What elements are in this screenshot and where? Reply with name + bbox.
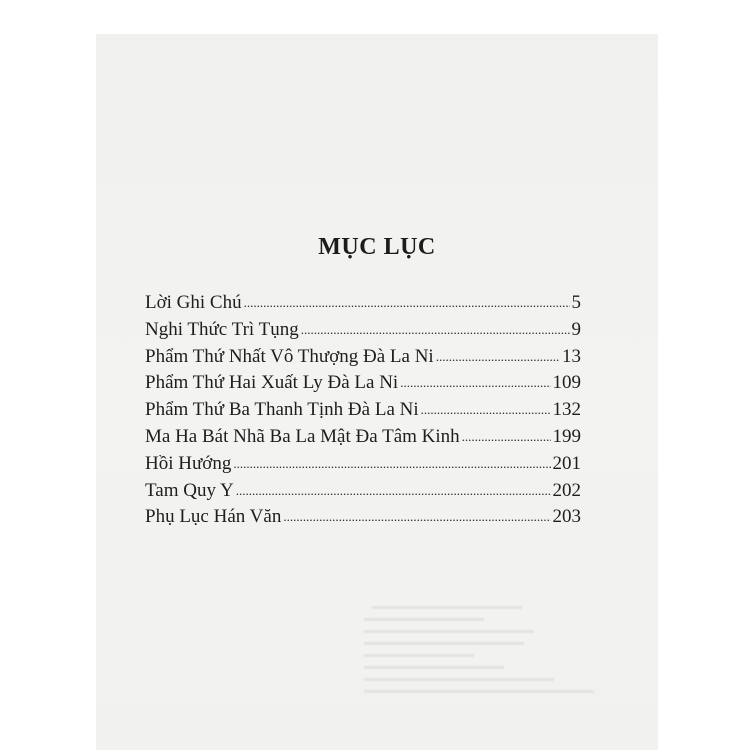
toc-entry-page: 199 bbox=[552, 425, 581, 447]
toc-entry-page: 9 bbox=[571, 318, 581, 340]
toc-entry-label: Lời Ghi Chú bbox=[145, 292, 242, 313]
toc-entry bbox=[145, 423, 581, 450]
toc-entry-page: 202 bbox=[552, 479, 581, 501]
toc-entry-label: Phẩm Thứ Nhất Vô Thượng Đà La Ni bbox=[145, 345, 434, 367]
toc-entry bbox=[145, 477, 581, 504]
toc-entry bbox=[145, 503, 581, 530]
toc-entry-page: 201 bbox=[552, 452, 581, 474]
dot-leader bbox=[283, 503, 550, 522]
toc-entry bbox=[145, 343, 581, 370]
dot-leader bbox=[421, 396, 551, 415]
toc-entry-page: 13 bbox=[562, 345, 581, 367]
toc-entry-page: 5 bbox=[571, 292, 581, 313]
show-through-texture bbox=[364, 601, 624, 702]
toc-entry-label: Nghi Thức Trì Tụng bbox=[145, 318, 299, 340]
toc-entry-label: Ma Ha Bát Nhã Ba La Mật Đa Tâm Kinh bbox=[145, 425, 460, 447]
table-of-contents bbox=[145, 289, 581, 530]
toc-entry-page: 109 bbox=[552, 372, 581, 394]
toc-entry bbox=[145, 316, 581, 343]
dot-leader bbox=[436, 343, 560, 362]
toc-title: MỤC LỤC bbox=[318, 234, 436, 260]
toc-entry bbox=[145, 396, 581, 423]
toc-entry-page: 132 bbox=[552, 399, 581, 421]
dot-leader bbox=[233, 450, 550, 469]
toc-entry-label: Phụ Lục Hán Văn bbox=[145, 506, 282, 528]
dot-leader bbox=[244, 289, 570, 308]
dot-leader bbox=[301, 316, 570, 335]
document-page bbox=[96, 34, 658, 750]
dot-leader bbox=[400, 369, 550, 388]
toc-entry-label: Phẩm Thứ Ba Thanh Tịnh Đà La Ni bbox=[145, 399, 419, 421]
toc-entry-label: Phẩm Thứ Hai Xuất Ly Đà La Ni bbox=[145, 372, 399, 394]
dot-leader bbox=[462, 423, 551, 442]
toc-entry-label: Hồi Hướng bbox=[145, 452, 232, 474]
toc-entry bbox=[145, 450, 581, 477]
toc-entry-page: 203 bbox=[552, 506, 581, 528]
toc-entry-label: Tam Quy Y bbox=[145, 479, 234, 501]
dot-leader bbox=[236, 477, 551, 496]
toc-entry bbox=[145, 369, 581, 396]
toc-entry bbox=[145, 289, 581, 316]
